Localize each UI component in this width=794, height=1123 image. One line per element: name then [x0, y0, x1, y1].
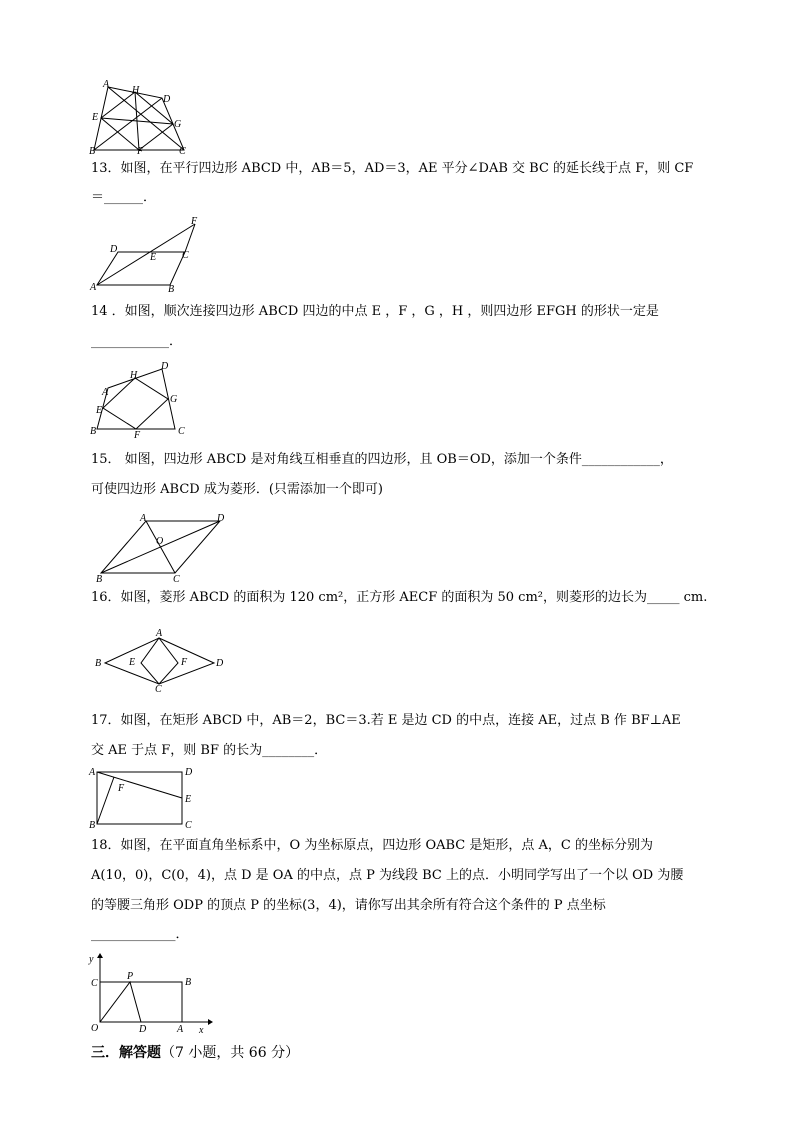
label-f: F [137, 146, 144, 157]
label-b: B [90, 426, 97, 437]
q17-text-line2: 交 AE 于点 F，则 BF 的长为________． [91, 743, 328, 758]
label-b: B [89, 820, 96, 831]
label-d: D [163, 94, 171, 105]
label-g: G [174, 119, 182, 130]
figure-q13 [88, 214, 208, 295]
q18-text-line3: 的等腰三角形 ODP 的顶点 P 的坐标(3，4)，请你写出其余所有符合这个条件的 P 点坐标 [91, 898, 606, 913]
label-p: P [127, 971, 134, 982]
q18-text-line4: _____________． [91, 927, 189, 942]
label-f: F [181, 657, 188, 668]
figure-top-svg [88, 78, 198, 157]
label-a: A [90, 282, 97, 293]
label-e: E [96, 405, 103, 416]
label-c: C [155, 684, 162, 695]
label-b: B [185, 977, 192, 988]
figure-q14-svg [88, 358, 198, 441]
label-a: A [102, 387, 109, 398]
q16-text-line1: 16．如图，菱形 ABCD 的面积为 120 cm²，正方形 AECF 的面积为 50 cm²，则菱形的边长为_____ cm. [91, 590, 708, 605]
figure-q18-svg [88, 952, 213, 1034]
figure-q14 [88, 358, 198, 441]
label-e: E [129, 657, 136, 668]
label-d: D [185, 767, 193, 778]
y-axis-arrow-icon [97, 953, 103, 958]
figure-top-quadrilateral [88, 78, 198, 157]
rectangle-oabc [100, 982, 182, 1022]
label-c: C [185, 820, 192, 831]
label-a: A [177, 1024, 184, 1035]
q15-text-line1: 15． 如图，四边形 ABCD 是对角线互相垂直的四边形，且 OB＝OD，添加一个条件____________， [91, 452, 673, 467]
label-x: x [199, 1025, 204, 1036]
label-d: D [216, 658, 224, 669]
figure-q15 [92, 510, 232, 586]
section-note: （7 小题，共 66 分） [161, 1045, 300, 1061]
triangle-odp [100, 982, 141, 1022]
label-y: y [89, 954, 94, 965]
label-c: C [179, 146, 186, 157]
label-e: E [185, 794, 192, 805]
section-title: 三．解答题 [91, 1045, 161, 1061]
label-a: A [140, 513, 147, 524]
rhombus-abcd [105, 638, 214, 684]
q17-text-line1: 17．如图，在矩形 ABCD 中，AB＝2，BC＝3.若 E 是边 CD 的中点，连接 AE，过点 B 作 BF⊥AE [91, 713, 681, 728]
label-a: A [156, 628, 163, 639]
label-f: F [118, 783, 125, 794]
q18-text-line2: A(10，0)，C(0，4)，点 D 是 OA 的中点，点 P 为线段 BC 上的点．小明同学写出了一个以 OD 为腰 [91, 868, 684, 883]
label-c: C [91, 978, 98, 989]
label-a: A [89, 767, 96, 778]
label-c: C [178, 426, 185, 437]
label-b: B [96, 574, 103, 585]
label-e: E [92, 112, 99, 123]
q14-text-line2: ____________． [91, 334, 183, 349]
figure-q13-svg [88, 214, 208, 295]
figure-q18 [88, 952, 213, 1034]
section-heading [91, 1044, 299, 1062]
q13-text-line1: 13．如图，在平行四边形 ABCD 中，AB＝5，AD＝3，AE 平分∠DAB 交 BC 的延长线于点 F，则 CF [91, 161, 694, 176]
label-d: D [139, 1024, 147, 1035]
label-b: B [168, 284, 175, 295]
q14-text-line1: 14 ．如图，顺次连接四边形 ABCD 四边的中点 E ，F ，G ，H ，则四边形 EFGH 的形状一定是 [91, 304, 659, 319]
figure-q16 [92, 626, 232, 696]
figure-q15-svg [92, 510, 232, 586]
parallelogram [97, 252, 185, 285]
label-f: F [134, 430, 141, 441]
label-g: G [170, 394, 178, 405]
label-a: A [103, 79, 110, 90]
label-e: E [150, 252, 157, 263]
x-axis-arrow-icon [208, 1019, 213, 1025]
label-o: O [156, 536, 164, 547]
q13-text-line2: ＝______． [91, 190, 157, 205]
label-f: F [191, 216, 198, 227]
figure-q17 [88, 765, 198, 831]
square-aecf [141, 638, 178, 684]
label-d: D [161, 361, 169, 372]
figure-q16-svg [92, 626, 232, 696]
label-b: B [95, 658, 102, 669]
label-b: B [89, 146, 96, 157]
q15-text-line2: 可使四边形 ABCD 成为菱形．(只需添加一个即可) [91, 482, 383, 497]
rectangle-abcd [97, 772, 182, 824]
label-h: H [130, 370, 138, 381]
q18-text-line1: 18．如图，在平面直角坐标系中，O 为坐标原点，四边形 OABC 是矩形，点 A，C 的坐标分别为 [91, 838, 653, 853]
label-d: D [110, 244, 118, 255]
label-o: O [91, 1023, 99, 1034]
label-c: C [173, 574, 180, 585]
label-c: C [182, 250, 189, 261]
label-d: D [217, 513, 225, 524]
quadrilateral-efgh [103, 378, 168, 429]
label-h: H [132, 85, 140, 96]
figure-q17-svg [88, 765, 198, 831]
